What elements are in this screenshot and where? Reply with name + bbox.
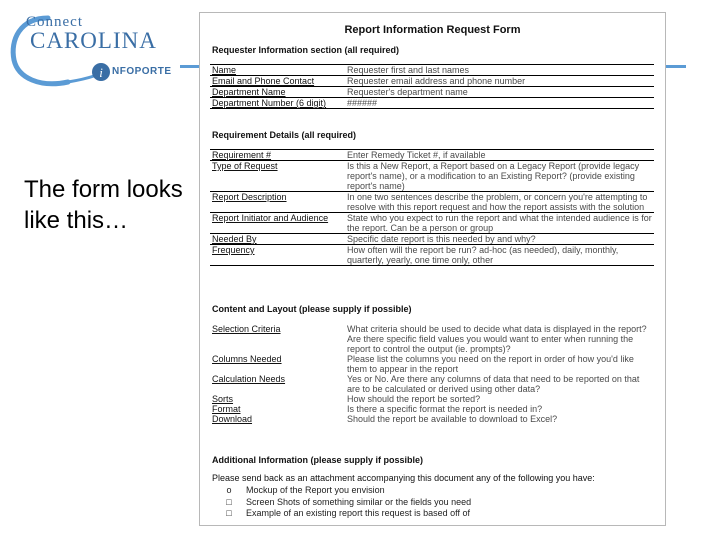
field-label: Report Initiator and Audience: [210, 213, 345, 234]
requirements-table: [210, 149, 654, 266]
field-value: Is this a New Report, a Report based on a Legacy Report (provide legacy report's name), or a modification to an Existing Report? (provide existing report's name): [345, 161, 654, 192]
field-value: ######: [345, 98, 654, 109]
table-row: [210, 65, 654, 76]
list-item: [212, 497, 652, 509]
requester-section-heading: Requester Information section (all required): [212, 45, 400, 55]
field-value: How often will the report be run? ad-hoc (as needed), daily, monthly, quarterly, yearly, one time only, other: [345, 245, 654, 266]
table-row: [210, 161, 654, 192]
requirements-section-heading: Requirement Details (all required): [212, 130, 357, 140]
field-value: Requester first and last names: [345, 65, 654, 76]
additional-section-heading: Additional Information (please supply if possible): [212, 455, 424, 465]
form-title: Report Information Request Form: [344, 24, 521, 36]
table-row: [210, 414, 654, 424]
field-label: Sorts: [212, 394, 234, 404]
slide-caption: The form looks like this…: [24, 176, 183, 234]
table-row: [210, 192, 654, 213]
field-value: State who you expect to run the report and what the intended audience is for the report. Can be a person or group: [345, 213, 654, 234]
field-value: Enter Remedy Ticket #, if available: [345, 150, 654, 161]
form-document: [199, 12, 666, 526]
field-label: Requirement #: [210, 150, 345, 161]
field-label: Format: [212, 404, 241, 414]
list-item-text: Mockup of the Report you envision: [246, 485, 385, 495]
table-row: [210, 234, 654, 245]
field-label: Download: [212, 414, 253, 424]
field-label: Report Description: [210, 192, 345, 213]
field-value: Requester email address and phone number: [345, 76, 654, 87]
field-label: Calculation Needs: [212, 374, 286, 384]
svg-text:i: i: [99, 65, 103, 80]
list-item-text: Screen Shots of something similar or the fields you need: [246, 496, 472, 507]
table-row: [210, 245, 654, 266]
field-label: Columns Needed: [212, 354, 282, 364]
field-value: In one two sentences describe the problem, or concern you're attempting to resolve with this report request and how the report assists with the solution: [345, 192, 654, 213]
table-row: [210, 354, 654, 374]
bullet-marker: o: [226, 485, 232, 495]
table-row: [210, 374, 654, 394]
list-item: [212, 508, 652, 520]
field-value: Specific date report is this needed by and why?: [345, 234, 654, 245]
field-label: Department Name: [210, 87, 345, 98]
additional-list: [212, 485, 652, 520]
logo-connect-text: Connect: [26, 14, 83, 30]
field-label: Name: [210, 65, 345, 76]
slide-accent-line-left: [180, 65, 200, 68]
table-row: [210, 76, 654, 87]
checkbox-marker: □: [226, 496, 232, 507]
field-value: Please list the columns you need on the report in order of how you'd like them to appear in the report: [347, 354, 634, 374]
field-value: Requester's department name: [345, 87, 654, 98]
field-label: Email and Phone Contact: [210, 76, 345, 87]
additional-intro: Please send back as an attachment accompanying this document any of the following you have:: [212, 473, 595, 483]
logo-infoporte-text: NFOPORTE: [112, 66, 172, 77]
field-label: Selection Criteria: [212, 324, 281, 334]
field-label: Type of Request: [210, 161, 345, 192]
table-row: [210, 98, 654, 109]
table-row: [210, 150, 654, 161]
table-row: [210, 87, 654, 98]
checkbox-marker: □: [226, 508, 232, 518]
field-label: Department Number (6 digit): [210, 98, 345, 109]
table-row: [210, 404, 654, 414]
requester-table: [210, 64, 654, 109]
field-label: Needed By: [210, 234, 345, 245]
field-value: What criteria should be used to decide what data is displayed in the report? Are there specific field values you would want to enter when running the report to control the output (ie. prompts)?: [347, 324, 647, 354]
logo-carolina-text: CAROLINA: [30, 28, 157, 53]
list-item-text: Example of an existing report this request is based off of: [246, 508, 470, 518]
table-row: [210, 324, 654, 354]
slide-accent-line-right: [666, 65, 686, 68]
content-section-heading: Content and Layout (please supply if possible): [212, 304, 412, 314]
field-label: Frequency: [210, 245, 345, 266]
table-row: [210, 213, 654, 234]
list-item: [212, 485, 652, 497]
table-row: [210, 394, 654, 404]
content-table: [210, 324, 654, 424]
field-value: Should the report be available to download to Excel?: [347, 414, 558, 424]
field-value: Is there a specific format the report is needed in?: [347, 404, 543, 414]
field-value: How should the report be sorted?: [347, 394, 481, 404]
field-value: Yes or No. Are there any columns of data that need to be reported on that are to be calculated or derived using other data?: [347, 374, 640, 394]
connectcarolina-infoporte-logo: [8, 8, 183, 90]
